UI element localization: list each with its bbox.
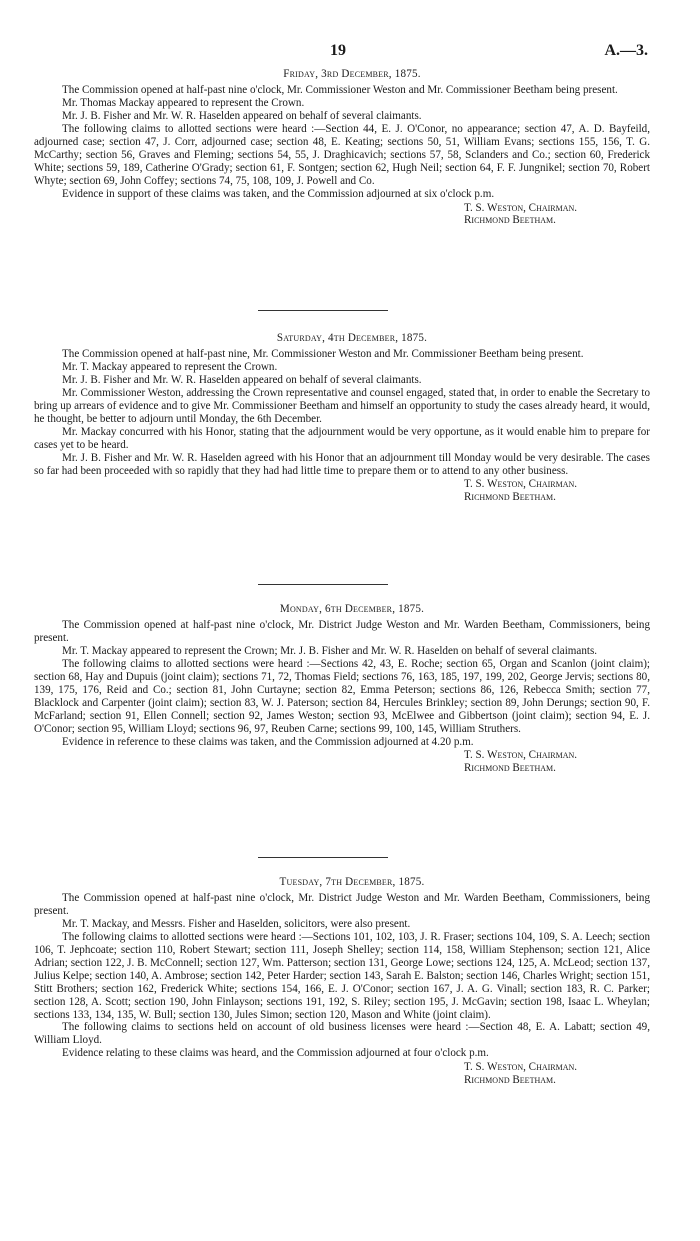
paragraph: Mr. T. Mackay appeared to represent the Crown. xyxy=(62,360,278,373)
section-divider xyxy=(258,584,388,585)
session-date: Tuesday, 7th December, 1875. xyxy=(279,876,425,888)
signature-block xyxy=(464,749,650,775)
chairman-signature: T. S. Weston, Chairman. xyxy=(464,1061,578,1074)
commissioner-signature: Richmond Beetham. xyxy=(464,762,556,775)
page-header xyxy=(0,42,700,62)
signature-block xyxy=(464,1061,650,1087)
paragraph: Evidence in reference to these claims was taken, and the Commission adjourned at 4.20 p.m. xyxy=(62,735,474,748)
chairman-signature: T. S. Weston, Chairman. xyxy=(464,201,578,214)
document-reference: A.—3. xyxy=(604,42,648,59)
paragraph: Mr. J. B. Fisher and Mr. W. R. Haselden appeared on behalf of several claimants. xyxy=(62,109,422,122)
paragraph: Evidence in support of these claims was taken, and the Commission adjourned at six o'clock p.m. xyxy=(62,187,495,200)
page-number: 19 xyxy=(330,42,346,59)
session-date: Friday, 3rd December, 1875. xyxy=(283,68,421,80)
session-date: Monday, 6th December, 1875. xyxy=(279,603,425,615)
signature-block xyxy=(464,202,650,228)
chairman-signature: T. S. Weston, Chairman. xyxy=(464,749,578,762)
paragraph: The following claims to allotted sections were heard :—Section 44, E. J. O'Conor, no appearance; section 47, A. D. Bayfeild, adjourned case; section 47, J. Corr, adjourned case; section 48, E. Keating; sections 50, 51, William Evans; sections 155, 156, T. G. McCarthy; section 56, Graves and Fleming; sections 54, 55, J. Draghicavich; sections 57, 58, Sclanders and Co.; section 60, Frederick White; sections 59, 189, Catherine O'Grady; section 61, F. Sontgen; section 62, Hugh Neil; section 64, F. F. Jungnikel; section 70, Robert Whyte; section 69, John Coffey; sections 74, 75, 108, 109, J. Powell and Co. xyxy=(34,122,650,187)
paragraph: The following claims to sections held on account of old business licenses were heard :—Section 48, E. A. Labatt; section 49, William Lloyd. xyxy=(34,1021,650,1047)
section-divider xyxy=(258,310,388,311)
signature-block xyxy=(464,478,650,504)
session-date: Saturday, 4th December, 1875. xyxy=(276,332,428,344)
paragraph: Mr. Thomas Mackay appeared to represent the Crown. xyxy=(62,96,305,109)
paragraph: The Commission opened at half-past nine, Mr. Commissioner Weston and Mr. Commissioner Beetham being present. xyxy=(62,347,584,360)
paragraph: The following claims to allotted sections were heard :—Sections 101, 102, 103, J. R. Fraser; sections 104, 109, S. A. Leech; section 106, T. Jephcoate; section 110, Robert Stewart; section 111, Joseph Shelley; section 114, 158, William Stephenson; section 121, Alice Adrian; section 122, J. B. McConnell; section 127, Wm. Patterson; section 131, George Lowe; sections 124, 125, A. McLeod; section 137, Julius Kelpe; section 140, A. Ambrose; section 142, Peter Harder; section 143, Sarah E. Balston; section 146, Charles Wright; section 151, Stitt Brothers; section 162, Frederick White; sections 154, 166, E. J. O'Conor; section 167, J. A. G. Vinall; section 183, R. C. Parker; section 128, A. Scott; section 190, John Finlayson; sections 191, 192, S. Riley; section 195, J. McGavin; section 198, Isaac L. Wheylan; sections 133, 134, 135, W. Bull; section 130, Jules Simon; section 120, Mason and White (joint claim). xyxy=(34,930,650,1021)
paragraph: The Commission opened at half-past nine o'clock, Mr. Commissioner Weston and Mr. Commissioner Beetham being present. xyxy=(62,83,618,96)
session-saturday xyxy=(34,332,650,504)
commissioner-signature: Richmond Beetham. xyxy=(464,214,556,227)
paragraph: Mr. T. Mackay, and Messrs. Fisher and Haselden, solicitors, were also present. xyxy=(62,917,411,930)
chairman-signature: T. S. Weston, Chairman. xyxy=(464,478,578,491)
paragraph: Evidence relating to these claims was heard, and the Commission adjourned at four o'clock p.m. xyxy=(62,1047,489,1060)
paragraph: Mr. Mackay concurred with his Honor, stating that the adjournment would be very opportune, as it would enable him to prepare for cases yet to be heard. xyxy=(34,425,650,451)
commissioner-signature: Richmond Beetham. xyxy=(464,491,556,504)
paragraph: Mr. T. Mackay appeared to represent the Crown; Mr. J. B. Fisher and Mr. W. R. Haselden on behalf of several claimants. xyxy=(62,644,598,657)
session-monday xyxy=(34,603,650,775)
paragraph: The Commission opened at half-past nine o'clock, Mr. District Judge Weston and Mr. Warden Beetham, Commissioners, being present. xyxy=(34,891,650,917)
paragraph: The Commission opened at half-past nine o'clock, Mr. District Judge Weston and Mr. Warden Beetham, Commissioners, being present. xyxy=(34,618,650,644)
paragraph: Mr. J. B. Fisher and Mr. W. R. Haselden agreed with his Honor that an adjournment till Monday would be very desirable. The cases so far had been proceeded with so rapidly that they had had little time to prepare them or to attend to any other business. xyxy=(34,451,650,477)
paragraph: Mr. J. B. Fisher and Mr. W. R. Haselden appeared on behalf of several claimants. xyxy=(62,373,422,386)
section-divider xyxy=(258,857,388,858)
commissioner-signature: Richmond Beetham. xyxy=(464,1074,556,1087)
session-friday xyxy=(34,68,650,227)
paragraph: Mr. Commissioner Weston, addressing the Crown representative and counsel engaged, stated that, in order to enable the Secretary to bring up arrears of evidence and to give Mr. Commissioner Beetham and himself an opportunity to study the cases already heard, it would, he thought, be better to adjourn until Monday, the 6th December. xyxy=(34,386,650,425)
paragraph: The following claims to allotted sections were heard :—Sections 42, 43, E. Roche; section 65, Organ and Scanlon (joint claim); section 68, Hay and Dupuis (joint claim); sections 71, 72, Thomas Field; sections 76, 163, 185, 197, 199, 202, George Jervis; sections 80, 139, 175, 176, Reid and Co.; section 81, John Curtayne; section 82, Emma Peterson; sections 86, 126, Rebecca Smith; section 77, Blacklock and Carpenter (joint claim); section 83, W. J. Paterson; section 84, Hercules Brinkley; section 89, John Derungs; section 90, F. McFarland; section 91, Ellen Connell; section 92, James Weston; section 93, McElwee and Gibbertson (joint claim); section 94, E. J. O'Conor; section 95, William Lloyd; sections 96, 97, Reuben Carne; sections 99, 100, 145, William Struthers. xyxy=(34,657,650,735)
session-tuesday xyxy=(34,876,650,1087)
